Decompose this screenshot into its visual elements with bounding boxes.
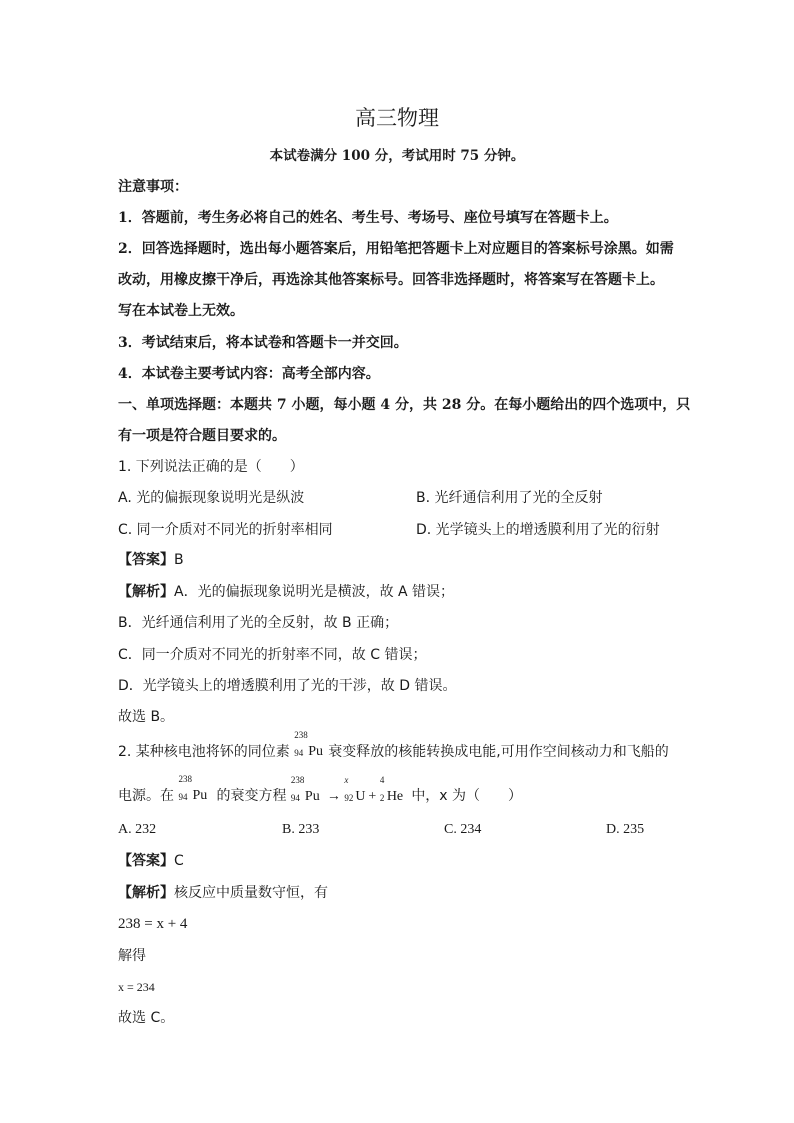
exam-subtitle: 本试卷满分 100 分，考试用时 75 分钟。 bbox=[269, 148, 525, 164]
section-1-heading-line-1: 一、单项选择题：本题共 7 小题，每小题 4 分，共 28 分。在每小题给出的四个选项中，只 bbox=[118, 397, 691, 413]
decay-equation bbox=[290, 774, 407, 804]
q2-stem-line-1 bbox=[118, 730, 669, 762]
eq-he-charge: 2 bbox=[379, 792, 385, 803]
q1-analysis-1 bbox=[118, 582, 454, 602]
note-item-2-line-1: 2．回答选择题时，选出每小题答案后，用铅笔把答题卡上对应题目的答案标号涂黑。如需 bbox=[118, 241, 674, 257]
q2-answer-tag: 【答案】 bbox=[118, 853, 174, 869]
eq-u-symbol: U bbox=[355, 788, 366, 804]
note-item-2-line-2: 改动，用橡皮擦干净后，再选涂其他答案标号。回答非选择题时，将答案写在答题卡上。 bbox=[118, 272, 664, 288]
q2-option-a: A. 232 bbox=[118, 822, 157, 837]
decay-arrow: → bbox=[326, 789, 341, 804]
eq-pu-mass: 238 bbox=[290, 774, 305, 785]
eq-u-mass: x bbox=[344, 774, 349, 785]
q1-option-d: D. 光学镜头上的增透膜利用了光的衍射 bbox=[416, 522, 660, 538]
eq-pu-charge: 94 bbox=[290, 792, 300, 803]
q2-stem-pre: 2. 某种核电池将钚的同位素 bbox=[118, 744, 290, 760]
q1-analysis-text-1: A．光的偏振现象说明光是横波，故 A 错误； bbox=[174, 584, 455, 600]
q2-analysis-1 bbox=[118, 883, 328, 903]
q1-option-b: B. 光纤通信利用了光的全反射 bbox=[416, 490, 603, 506]
q2-analysis-text-1: 核反应中质量数守恒，有 bbox=[174, 885, 328, 901]
q2-option-d: D. 235 bbox=[606, 822, 645, 837]
q2-equation: 238 = x + 4 bbox=[118, 916, 188, 932]
q2-analysis-tag: 【解析】 bbox=[118, 885, 174, 901]
note-item-3: 3．考试结束后，将本试卷和答题卡一并交回。 bbox=[118, 335, 408, 351]
note-item-4: 4．本试卷主要考试内容：高考全部内容。 bbox=[118, 366, 380, 382]
q2-line2-mid: 的衰变方程 bbox=[216, 788, 287, 804]
pu-symbol-2: Pu bbox=[192, 788, 208, 803]
equation-he bbox=[379, 774, 404, 807]
plus-sign: + bbox=[368, 789, 377, 804]
q2-answer bbox=[118, 851, 184, 871]
note-item-1: 1．答题前，考生务必将自己的姓名、考生号、考场号、座位号填写在答题卡上。 bbox=[118, 210, 618, 226]
q2-option-c: C. 234 bbox=[444, 822, 482, 837]
q2-line2-pre: 电源。在 bbox=[118, 788, 174, 804]
pu-mass-number-2: 238 bbox=[178, 774, 192, 784]
pu-mass-number: 238 bbox=[294, 730, 308, 740]
q1-option-a: A. 光的偏振现象说明光是纵波 bbox=[118, 490, 305, 506]
q1-answer-value: B bbox=[174, 552, 184, 568]
nuclide-pu-238 bbox=[294, 730, 324, 762]
q1-analysis-tag: 【解析】 bbox=[118, 584, 174, 600]
eq-pu-symbol: Pu bbox=[304, 788, 320, 804]
q1-analysis-3: C．同一介质对不同光的折射率不同，故 C 错误； bbox=[118, 647, 427, 663]
section-1-heading-line-2: 有一项是符合题目要求的。 bbox=[118, 428, 286, 444]
q2-stem-post: 衰变释放的核能转换成电能,可用作空间核动力和飞船的 bbox=[328, 744, 669, 760]
pu-atomic-number-2: 94 bbox=[178, 792, 188, 802]
q2-line2-post: 中，x 为（ ） bbox=[411, 788, 523, 804]
nuclide-pu-238-second bbox=[178, 774, 208, 806]
pu-atomic-number: 94 bbox=[294, 748, 304, 758]
q2-option-b: B. 233 bbox=[282, 822, 320, 837]
q2-result: x = 234 bbox=[118, 980, 155, 994]
q1-answer bbox=[118, 550, 184, 570]
notes-heading: 注意事项： bbox=[118, 179, 188, 195]
q1-stem: 1. 下列说法正确的是（ ） bbox=[118, 459, 304, 475]
equation-u bbox=[344, 774, 366, 807]
q2-answer-value: C bbox=[174, 853, 184, 869]
q2-solve-label: 解得 bbox=[118, 948, 146, 964]
q1-option-c: C. 同一介质对不同光的折射率相同 bbox=[118, 522, 333, 538]
q2-stem-line-2 bbox=[118, 774, 523, 807]
eq-he-symbol: He bbox=[386, 788, 404, 804]
note-item-2-line-3: 写在本试卷上无效。 bbox=[118, 303, 244, 319]
page-title: 高三物理 bbox=[355, 106, 439, 130]
q2-conclusion: 故选 C。 bbox=[118, 1010, 175, 1026]
pu-symbol: Pu bbox=[308, 744, 324, 759]
eq-he-mass: 4 bbox=[379, 774, 385, 785]
q1-analysis-4: D．光学镜头上的增透膜利用了光的干涉，故 D 错误。 bbox=[118, 678, 457, 694]
eq-u-charge: 92 bbox=[344, 792, 354, 803]
equation-pu bbox=[290, 774, 321, 807]
q1-conclusion: 故选 B。 bbox=[118, 709, 175, 725]
q1-answer-tag: 【答案】 bbox=[118, 552, 174, 568]
q1-analysis-2: B．光纤通信利用了光的全反射，故 B 正确； bbox=[118, 615, 399, 631]
